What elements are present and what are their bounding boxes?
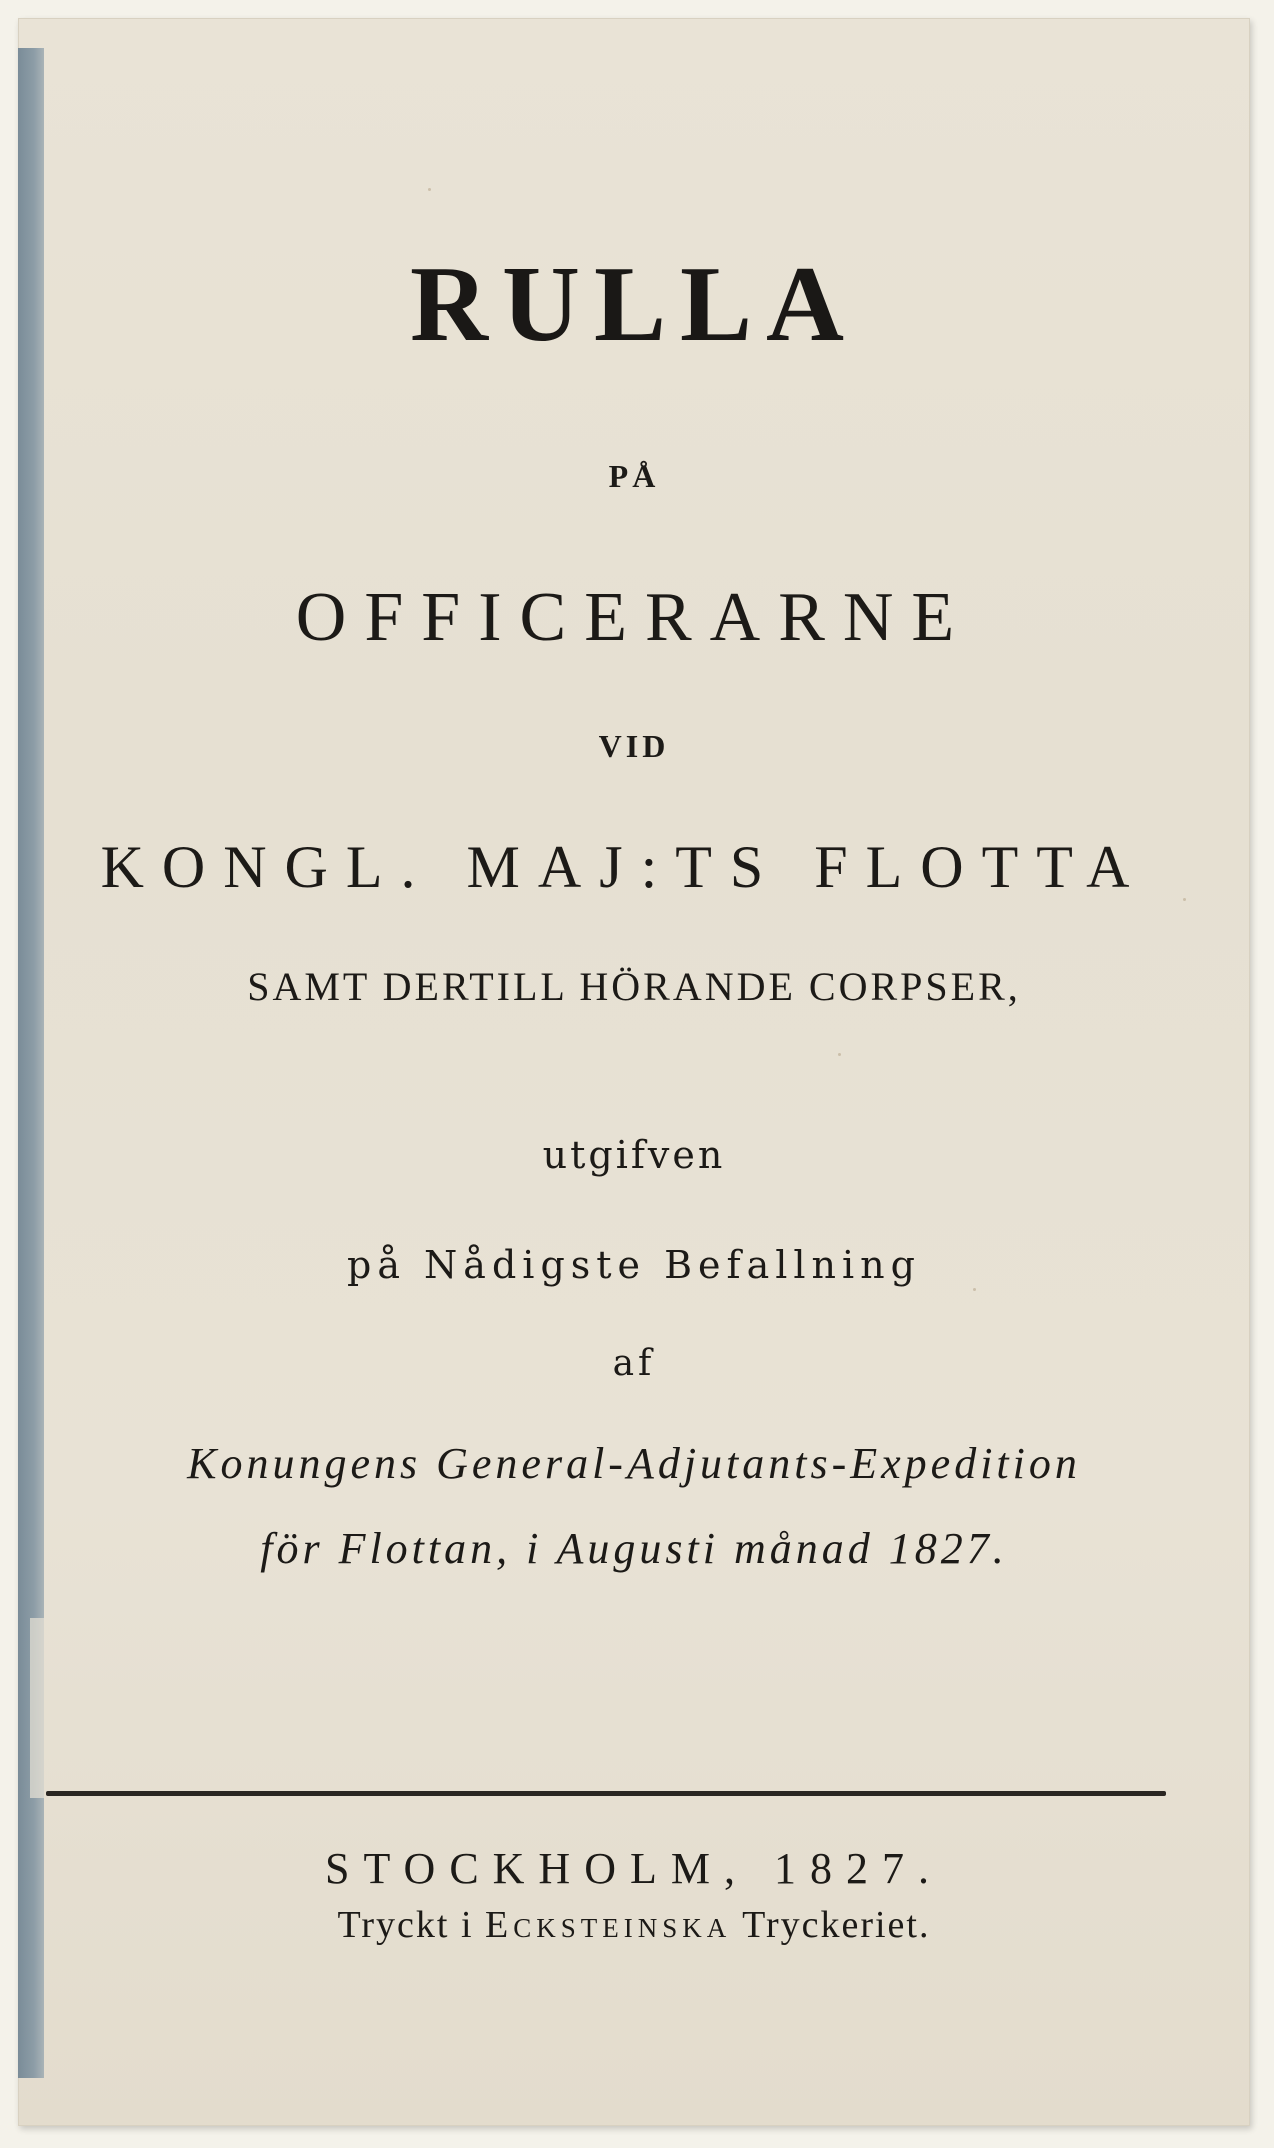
imprint-tryckt-prefix: Tryckt i <box>337 1904 474 1946</box>
paper-speck <box>1183 898 1186 901</box>
subtitle-corpser: SAMT DERTILL HÖRANDE CORPSER, <box>247 964 1021 1009</box>
imprint-printer <box>18 1903 1250 1947</box>
imprint-printer-name: Ecksteinska <box>485 1904 732 1946</box>
title-page <box>18 18 1250 2126</box>
subtitle-pa: PÅ <box>608 458 660 494</box>
publication-befallning: på Nådigste Befallning <box>347 1243 921 1287</box>
publisher-expedition: Konungens General-Adjutants-Expedition <box>187 1439 1081 1488</box>
publication-af: af <box>612 1343 656 1384</box>
paper-speck <box>973 1288 976 1291</box>
publisher-date: för Flottan, i Augusti månad 1827. <box>260 1524 1008 1573</box>
imprint-place-year: STOCKHOLM, 1827. <box>324 1844 943 1893</box>
paper-speck <box>428 188 431 191</box>
subtitle-kongl-flotta: KONGL. MAJ:TS FLOTTA <box>100 834 1148 900</box>
spine-wear <box>30 1618 44 1798</box>
subtitle-officerarne: OFFICERARNE <box>295 579 973 656</box>
main-title: RULLA <box>409 245 859 364</box>
paper-speck <box>838 1053 841 1056</box>
publication-utgifven: utgifven <box>542 1133 726 1177</box>
divider-rule <box>46 1791 1166 1796</box>
subtitle-vid: VID <box>598 728 670 764</box>
imprint-tryckt-suffix: Tryckeriet. <box>742 1904 931 1946</box>
